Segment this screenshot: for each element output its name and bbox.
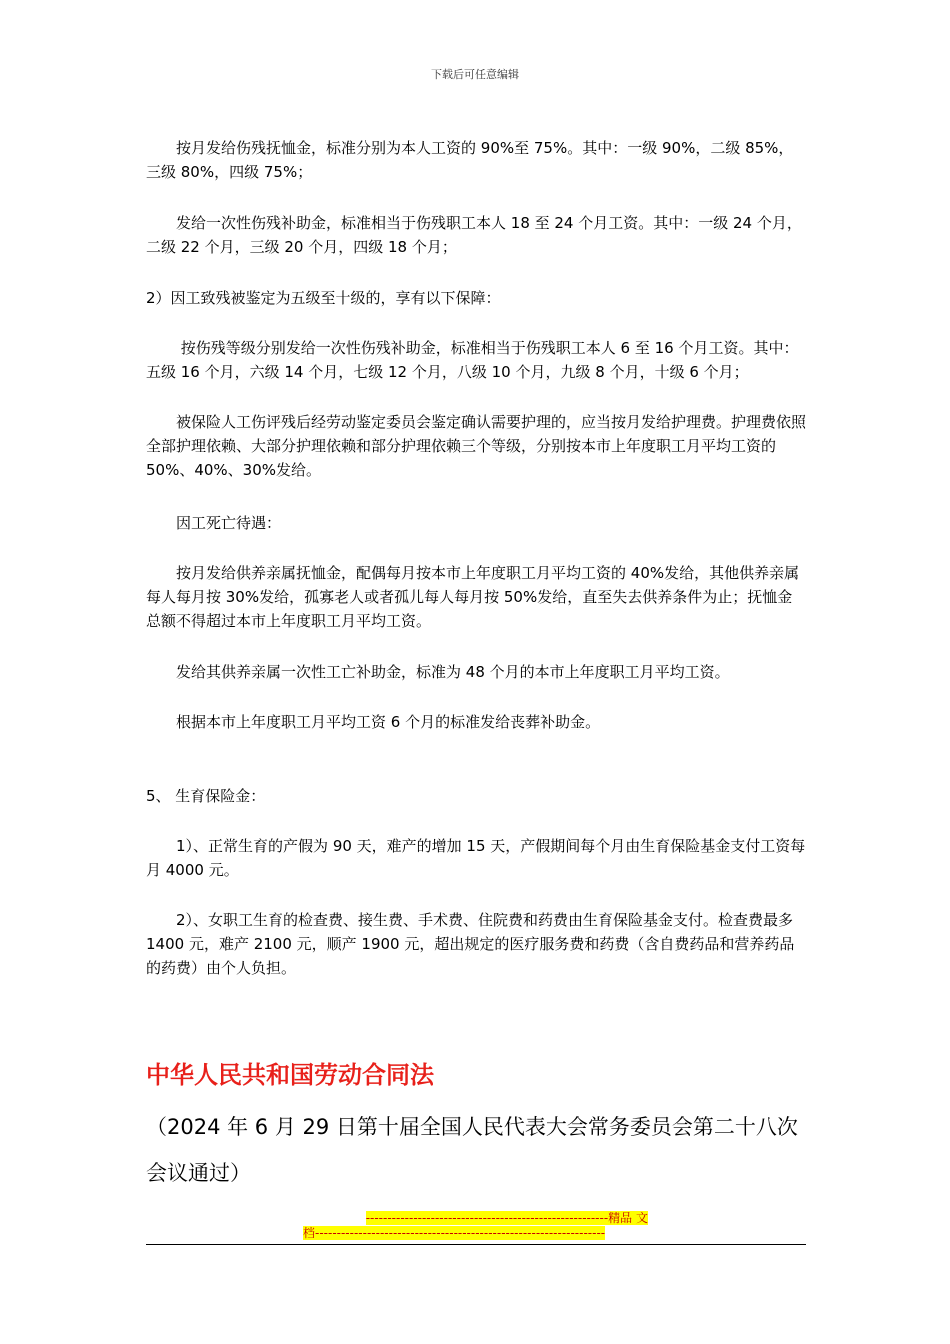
law-subtitle: （2024 年 6 月 29 日第十届全国人民代表大会常务委员会第二十八次会议通过） (146, 1115, 798, 1185)
paragraph-monthly-pension: 按月发给伤残抚恤金，标准分别为本人工资的 90%至 75%。其中：一级 90%，二级 85%，三级 80%，四级 75%； (146, 139, 794, 181)
footer-line-2: 档------------------------------------------------------------------- (303, 1226, 606, 1240)
footer-line-1: --------------------------------------------------------精品 文 (365, 1211, 648, 1225)
paragraph-lump-sum-5-10: 按伤残等级分别发给一次性伤残补助金，标准相当于伤残职工本人 6 至 16 个月工资。其中：五级 16 个月，六级 14 个月，七级 12 个月，八级 10 个月，九级 8 个月，十级 6 个月； (146, 339, 799, 381)
paragraph-death-lump-sum: 发给其供养亲属一次性工亡补助金，标准为 48 个月的本市上年度职工月平均工资。 (146, 663, 730, 681)
paragraph-maternity-heading: 5、 生育保险金： (146, 787, 266, 805)
paragraph-funeral-allowance: 根据本市上年度职工月平均工资 6 个月的标准发给丧葬补助金。 (146, 713, 601, 731)
paragraph-maternity-expenses: 2）、女职工生育的检查费、接生费、手术费、住院费和药费由生育保险基金支付。检查费最多 1400 元，难产 2100 元，顺产 1900 元，超出规定的医疗服务费和药费（含自费药品和营养药品的药费）由个人负担。 (146, 911, 795, 977)
paragraph-lump-sum-1-4: 发给一次性伤残补助金，标准相当于伤残职工本人 18 至 24 个月工资。其中：一级 24 个月，二级 22 个月，三级 20 个月，四级 18 个月； (146, 214, 802, 256)
paragraph-nursing-fee: 被保险人工伤评残后经劳动鉴定委员会鉴定确认需要护理的，应当按月发给护理费。护理费依照全部护理依赖、大部分护理依赖和部分护理依赖三个等级，分别按本市上年度职工月平均工资的 50%、40%、30%发给。 (146, 413, 807, 479)
footer-divider (146, 1244, 806, 1245)
page-footer (303, 1211, 648, 1241)
paragraph-death-benefits-heading: 因工死亡待遇： (146, 514, 282, 532)
page-header: 下载后可任意编辑 (431, 68, 519, 81)
law-title: 中华人民共和国劳动合同法 (146, 1061, 434, 1089)
paragraph-maternity-leave: 1）、正常生育的产假为 90 天，难产的增加 15 天，产假期间每个月由生育保险基金支付工资每月 4000 元。 (146, 837, 806, 879)
paragraph-level-5-10-heading: 2）因工致残被鉴定为五级至十级的，享有以下保障： (146, 289, 501, 307)
paragraph-survivor-pension: 按月发给供养亲属抚恤金，配偶每月按本市上年度职工月平均工资的 40%发给，其他供养亲属每人每月按 30%发给，孤寡老人或者孤儿每人每月按 50%发给，直至失去供养条件为止；抚恤金总额不得超过本市上年度职工月平均工资。 (146, 564, 800, 630)
